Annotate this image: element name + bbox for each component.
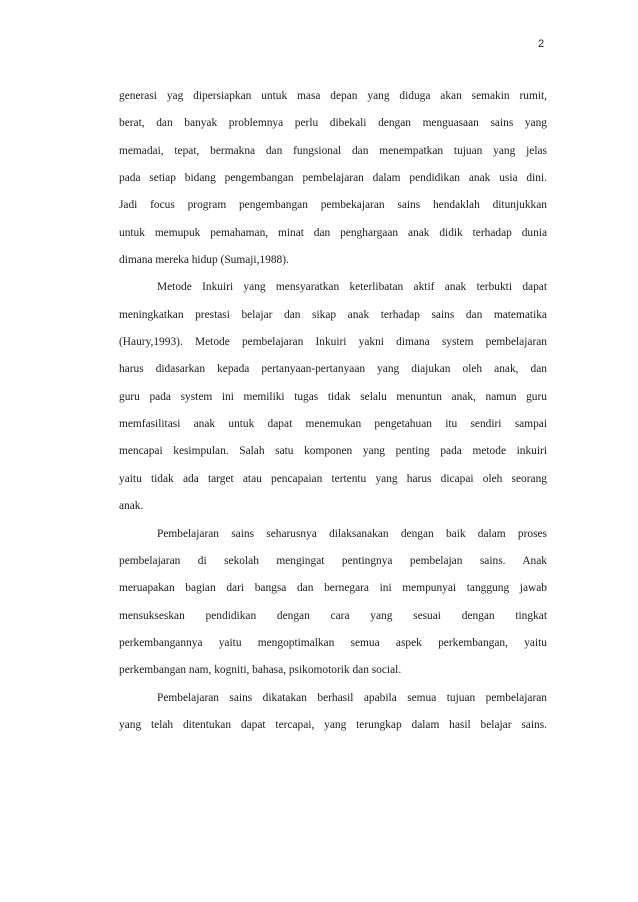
text-line: berat, dan banyak problemnya perlu dibekali dengan menguasaan sains yang xyxy=(119,117,547,130)
body-text xyxy=(119,89,547,745)
text-line: meruapakan bagian dari bangsa dan bernegara ini mempunyai tanggung jawab xyxy=(119,582,547,595)
text-line: mencapai kesimpulan. Salah satu komponen yang penting pada metode inkuiri xyxy=(119,445,547,458)
text-line: guru pada system ini memiliki tugas tidak selalu menuntun anak, namun guru xyxy=(119,390,547,403)
text-line: yang telah ditentukan dapat tercapai, yang terungkap dalam hasil belajar sains. xyxy=(119,718,547,731)
text-line: harus didasarkan kepada pertanyaan-pertanyaan yang diajukan oleh anak, dan xyxy=(119,363,547,376)
text-line: dimana mereka hidup (Sumaji,1988). xyxy=(119,254,289,267)
paragraph-first-line: Metode Inkuiri yang mensyaratkan keterlibatan aktif anak terbukti dapat xyxy=(157,281,547,294)
text-line: perkembangannya yaitu mengoptimalkan semua aspek perkembangan, yaitu xyxy=(119,636,547,649)
text-line: Jadi focus program pengembangan pembekajaran sains hendaklah ditunjukkan xyxy=(119,199,547,212)
text-line: untuk memupuk pemahaman, minat dan penghargaan anak didik terhadap dunia xyxy=(119,226,547,239)
text-line: anak. xyxy=(119,500,144,513)
text-line: meningkatkan prestasi belajar dan sikap anak terhadap sains dan matematika xyxy=(119,308,547,321)
paragraph-first-line: Pembelajaran sains dikatakan berhasil apabila semua tujuan pembelajaran xyxy=(157,691,547,704)
text-line: pada setiap bidang pengembangan pembelajaran dalam pendidikan anak usia dini. xyxy=(119,172,547,185)
text-line: mensukseskan pendidikan dengan cara yang sesuai dengan tingkat xyxy=(119,609,547,622)
text-line: memadai, tepat, bermakna dan fungsional dan menempatkan tujuan yang jelas xyxy=(119,144,547,157)
page-number: 2 xyxy=(538,38,545,50)
text-line: memfasilitasi anak untuk dapat menemukan pengetahuan itu sendiri sampai xyxy=(119,418,547,431)
text-line: generasi yag dipersiapkan untuk masa depan yang diduga akan semakin rumit, xyxy=(119,90,547,102)
text-line: (Haury,1993). Metode pembelajaran Inkuiri yakni dimana system pembelajaran xyxy=(119,336,547,349)
text-line: pembelajaran di sekolah mengingat pentingnya pembelajan sains. Anak xyxy=(119,554,547,567)
text-line: yaitu tidak ada target atau pencapaian tertentu yang harus dicapai oleh seorang xyxy=(119,472,547,485)
text-line: perkembangan nam, kogniti, bahasa, psikomotorik dan social. xyxy=(119,664,402,677)
paragraph-first-line: Pembelajaran sains seharusnya dilaksanakan dengan baik dalam proses xyxy=(157,527,547,540)
